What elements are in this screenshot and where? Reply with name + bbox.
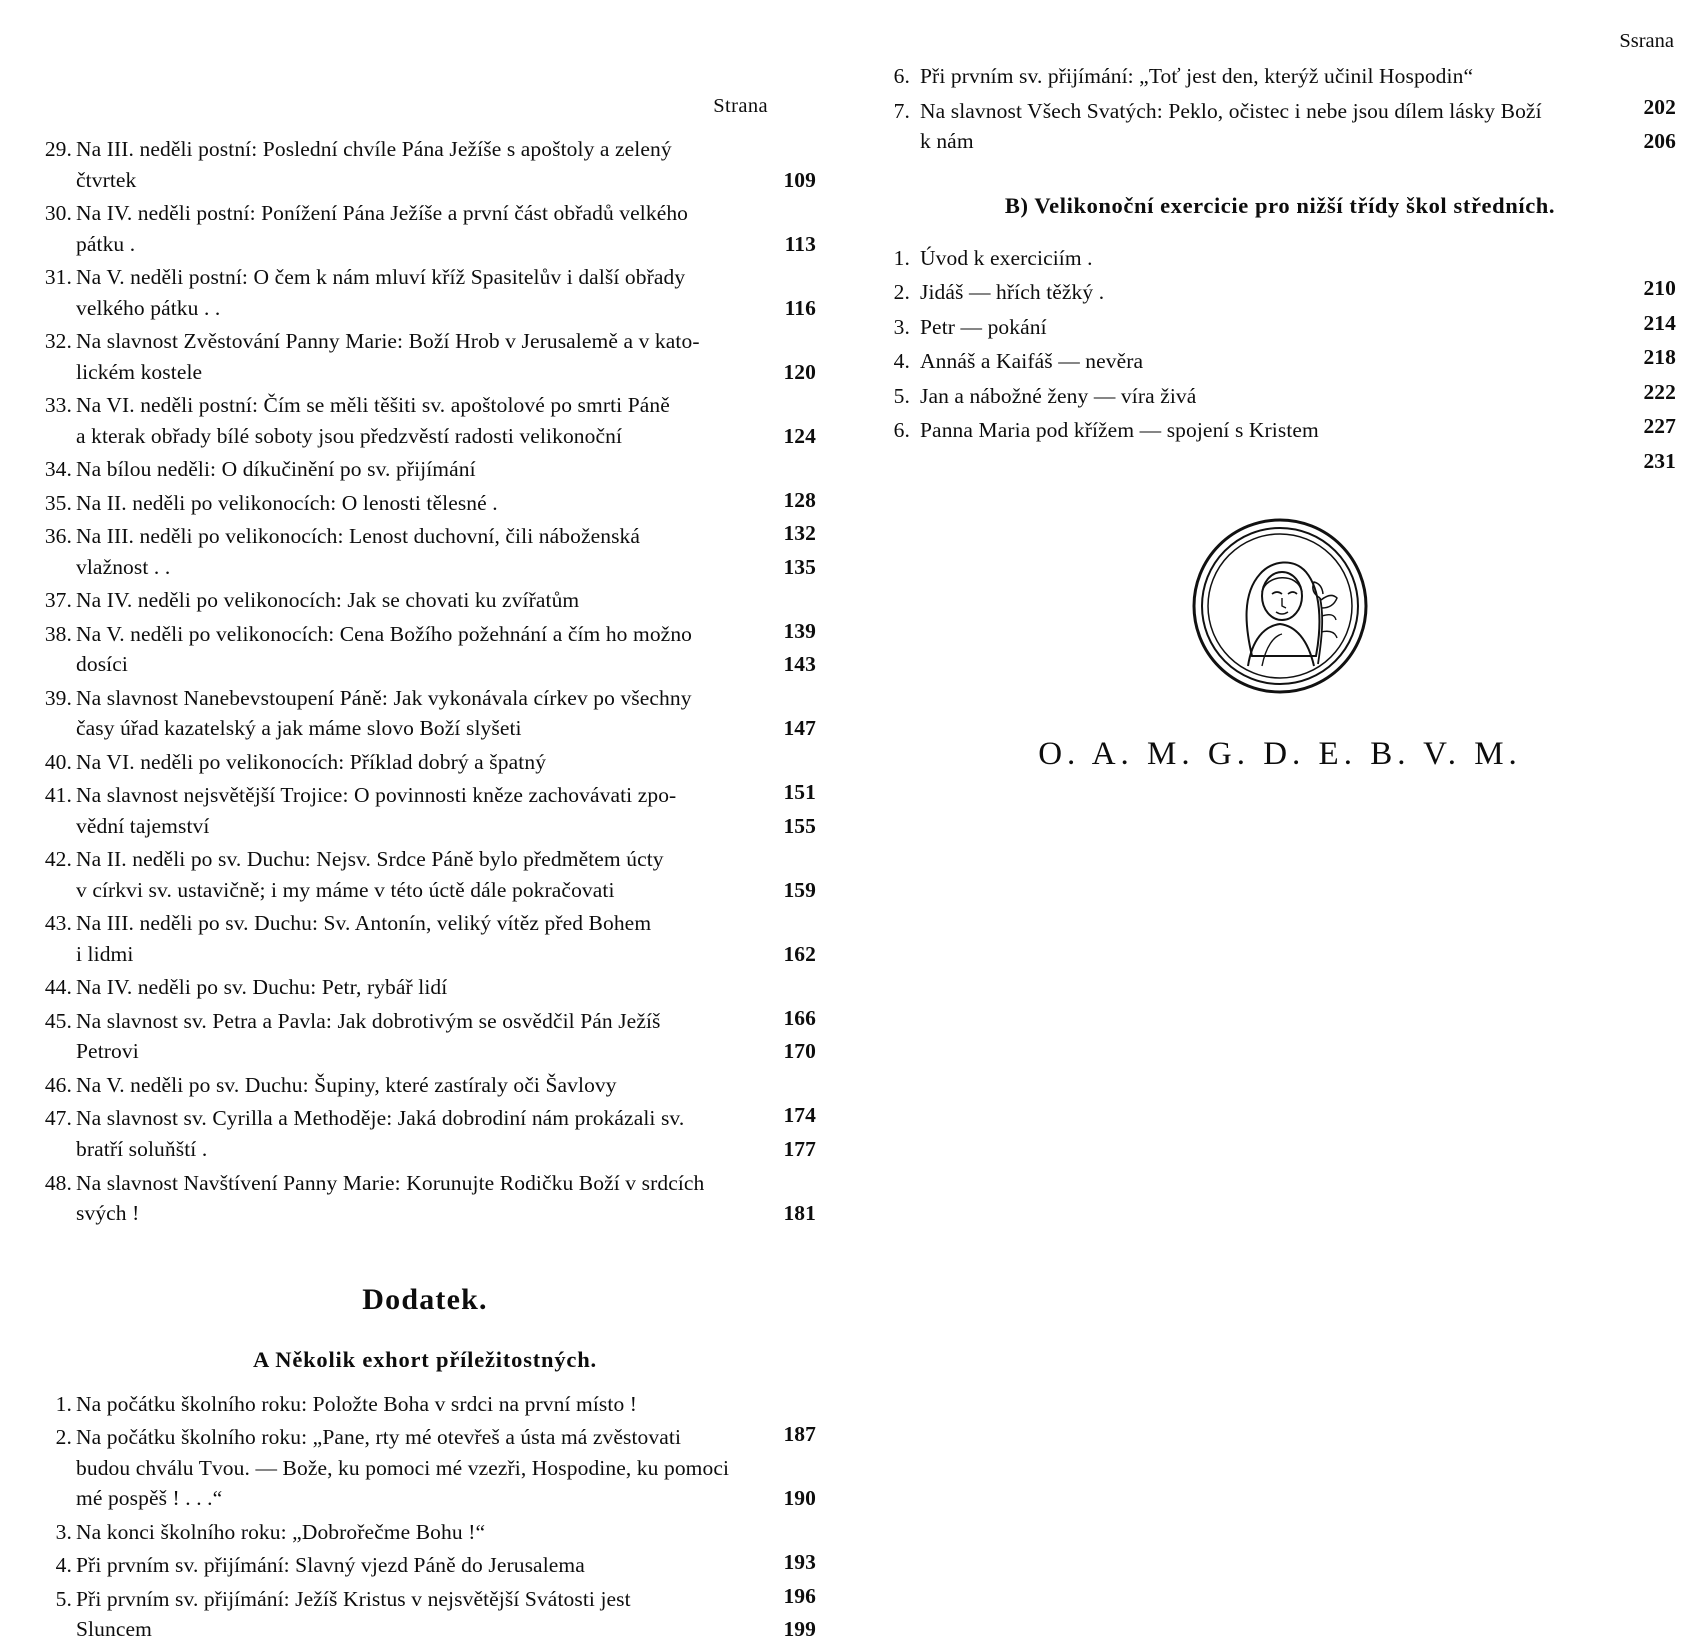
column-header-strana: Strana [713, 95, 768, 117]
entry-number: 5. [893, 383, 910, 408]
column-header-ssrana: Ssrana [1619, 30, 1674, 52]
entry-title: Jan a nábožné ženy — víra živá [920, 383, 1197, 408]
entry-page: 132 [783, 521, 816, 546]
entry-title-cont: i lidmi [76, 941, 134, 966]
list-item[interactable] [30, 326, 820, 387]
entry-page: 206 [1643, 129, 1676, 154]
entry-title: Na počátku školního roku: „Pane, rty mé otevřeš a ústa má zvěstovati [76, 1425, 682, 1450]
entry-number: 5. [55, 1586, 72, 1611]
entry-title: Na slavnost nejsvětější Trojice: O povinnosti kněze zachovávati zpo- [76, 783, 677, 808]
entry-number: 30. [44, 201, 72, 226]
entry-title-cont: vědní tajemství [76, 813, 210, 838]
entry-title: Petr — pokání [920, 314, 1047, 339]
entry-page: 210 [1643, 276, 1676, 301]
toc-list-right-exercicie [880, 243, 1680, 473]
entry-page: 193 [783, 1550, 816, 1575]
entry-page: 177 [783, 1136, 816, 1161]
entry-number: 4. [55, 1553, 72, 1578]
entry-number: 29. [44, 137, 72, 161]
entry-number: 2. [893, 280, 910, 305]
entry-title: Na VI. neděli postní: Čím se měli těšiti sv. apoštolové po smrti Páně [76, 393, 670, 418]
entry-number: 41. [44, 783, 72, 808]
entry-page: 159 [783, 877, 816, 902]
entry-number: 3. [893, 314, 910, 339]
list-item[interactable] [880, 96, 1680, 157]
entry-number: 39. [44, 685, 72, 710]
entry-number: 2. [55, 1425, 72, 1450]
list-item[interactable] [30, 1584, 820, 1645]
subsection-title-b: B) Velikonoční exercicie pro nižší třídy škol středních. [1004, 192, 1556, 218]
entry-title-cont: velkého pátku . . [76, 295, 221, 320]
toc-list-right-top [880, 61, 1680, 157]
list-item[interactable] [30, 844, 820, 905]
list-item[interactable] [30, 1006, 820, 1067]
entry-title-cont: bratří soluňští . [76, 1136, 208, 1161]
list-item[interactable] [30, 1168, 820, 1229]
entry-title: Panna Maria pod křížem — spojení s Kristem [920, 418, 1319, 443]
entry-number: 4. [893, 349, 910, 374]
entry-page: 162 [783, 941, 816, 966]
entry-page: 199 [783, 1617, 816, 1642]
entry-page: 124 [783, 423, 816, 448]
entry-page: 222 [1643, 379, 1676, 404]
entry-page: 151 [783, 780, 816, 805]
entry-page: 166 [783, 1005, 816, 1030]
entry-title: Na IV. neděli po velikonocích: Jak se chovati ku zvířatům [76, 588, 580, 613]
entry-title: Na II. neděli po sv. Duchu: Nejsv. Srdce Páně bylo předmětem úcty [76, 847, 664, 872]
entry-page: 155 [783, 813, 816, 838]
entry-page: 128 [783, 487, 816, 512]
left-column [30, 0, 820, 1648]
entry-number: 35. [44, 490, 72, 515]
entry-title: Na II. neděli po velikonocích: O lenosti tělesné . [76, 490, 498, 515]
entry-title-cont: vlažnost . . [76, 554, 171, 579]
entry-number: 47. [44, 1106, 72, 1131]
entry-page: 135 [783, 554, 816, 579]
entry-page: 190 [783, 1486, 816, 1511]
entry-number: 45. [44, 1008, 72, 1033]
entry-title: Na VI. neděli po velikonocích: Příklad dobrý a špatný [76, 749, 547, 774]
entry-number: 38. [44, 621, 72, 646]
entry-number: 42. [44, 847, 72, 872]
entry-page: 113 [784, 231, 816, 256]
entry-title-cont: časy úřad kazatelský a jak máme slovo Boží slyšeti [76, 716, 522, 741]
entry-page: 196 [783, 1583, 816, 1608]
list-item[interactable] [880, 415, 1680, 473]
emblem-container [880, 516, 1680, 696]
subsection-title-a: A Několik exhort příležitostných. [253, 1346, 597, 1372]
entry-title: Na V. neděli po sv. Duchu: Šupiny, které zastíraly oči Šavlovy [76, 1072, 617, 1097]
toc-list-main [30, 134, 820, 1229]
entry-number: 33. [44, 393, 72, 418]
entry-title-cont: dosíci [76, 652, 128, 677]
entry-number: 1. [55, 1391, 72, 1416]
entry-title: Na bílou neděli: O díkučinění po sv. přijímání [76, 457, 476, 482]
entry-page: 202 [1643, 94, 1676, 119]
entry-title-cont: Petrovi [76, 1039, 139, 1064]
entry-number: 31. [44, 265, 72, 290]
entry-title-cont: lickém kostele [76, 359, 203, 384]
list-item[interactable] [30, 390, 820, 451]
entry-page: 218 [1643, 345, 1676, 370]
entry-title: Na slavnost Všech Svatých: Peklo, očistec i nebe jsou dílem lásky Boží [920, 98, 1542, 123]
entry-number: 7. [893, 98, 910, 123]
entry-title: Na slavnost Nanebevstoupení Páně: Jak vykonávala církev po všechny [76, 685, 692, 710]
entry-title: Na počátku školního roku: Položte Boha v srdci na první místo ! [76, 1391, 638, 1416]
entry-number: 46. [44, 1072, 72, 1097]
entry-page: 187 [783, 1422, 816, 1447]
entry-page: 116 [784, 295, 816, 320]
entry-page: 139 [783, 618, 816, 643]
entry-title: Úvod k exerciciím . [920, 245, 1093, 270]
entry-number: 40. [44, 749, 72, 774]
entry-title: Na slavnost Zvěstování Panny Marie: Boží Hrob v Jerusalemě a v kato- [76, 329, 700, 354]
entry-number: 1. [893, 245, 910, 270]
entry-title: Na III. neděli po velikonocích: Lenost duchovní, čili náboženská [76, 524, 641, 549]
list-item[interactable] [30, 780, 820, 841]
entry-title: Na slavnost sv. Cyrilla a Methoděje: Jaká dobrodiní nám prokázali sv. [76, 1106, 685, 1131]
list-item[interactable] [30, 1103, 820, 1164]
entry-title: Na slavnost Navštívení Panny Marie: Korunujte Rodičku Boží v srdcích [76, 1170, 705, 1195]
entry-number: 36. [44, 524, 72, 549]
entry-title: Při prvním sv. přijímání: Slavný vjezd Páně do Jerusalema [76, 1553, 585, 1578]
entry-number: 34. [44, 457, 72, 482]
entry-title: Na IV. neděli postní: Ponížení Pána Ježíše a první část obřadů velkého [76, 201, 689, 226]
entry-title-cont: a kterak obřady bílé soboty jsou předzvěstí radosti velikonoční [76, 423, 623, 448]
list-item[interactable] [30, 134, 820, 195]
entry-number: 6. [893, 418, 910, 443]
entry-number: 32. [44, 329, 72, 354]
section-title-dodatek: Dodatek. [362, 1282, 488, 1316]
entry-title-cont: svých ! [76, 1201, 140, 1226]
entry-title-cont: Sluncem [76, 1617, 152, 1642]
entry-title: Na V. neděli postní: O čem k nám mluví kříž Spasitelův i další obřady [76, 265, 686, 290]
entry-page: 214 [1643, 310, 1676, 335]
list-item[interactable] [30, 619, 820, 680]
list-item[interactable] [30, 262, 820, 323]
entry-title-cont: budou chválu Tvou. — Bože, ku pomoci mé vzezři, Hospodine, ku pomoci mé pospěš ! . . .“ [76, 1455, 730, 1511]
entry-title: Annáš a Kaifáš — nevěra [920, 349, 1144, 374]
list-item[interactable] [30, 198, 820, 259]
entry-number: 44. [44, 975, 72, 1000]
entry-page: 147 [783, 716, 816, 741]
right-column [880, 0, 1680, 773]
entry-number: 3. [55, 1519, 72, 1544]
entry-page: 143 [783, 652, 816, 677]
entry-page: 109 [783, 167, 816, 192]
entry-page: 181 [783, 1201, 816, 1226]
entry-number: 48. [44, 1170, 72, 1195]
entry-title-cont: k nám [920, 129, 974, 154]
list-item[interactable] [30, 908, 820, 969]
entry-title: Při prvním sv. přijímání: „Toť jest den, kterýž učinil Hospodin“ [920, 64, 1474, 88]
entry-number: 37. [44, 588, 72, 613]
entry-page: 227 [1643, 414, 1676, 439]
entry-number: 6. [893, 64, 910, 88]
entry-title: Na IV. neděli po sv. Duchu: Petr, rybář lidí [76, 975, 448, 1000]
entry-page: 174 [783, 1103, 816, 1128]
list-item[interactable] [30, 683, 820, 744]
entry-title: Na III. neděli po sv. Duchu: Sv. Antonín, veliký vítěz před Bohem [76, 911, 652, 936]
entry-page: 170 [783, 1039, 816, 1064]
toc-list-appendix [30, 1389, 820, 1645]
entry-title: Na V. neděli po velikonocích: Cena Božího požehnání a čím ho možno [76, 621, 693, 646]
entry-title: Na III. neděli postní: Poslední chvíle Pána Ježíše s apoštoly a zelený [76, 137, 672, 161]
entry-title-cont: čtvrtek [76, 167, 137, 192]
entry-title: Jidáš — hřích těžký . [920, 280, 1105, 305]
virgin-mary-medallion-icon [1190, 516, 1370, 696]
entry-number: 43. [44, 911, 72, 936]
entry-title: Na konci školního roku: „Dobrořečme Bohu !“ [76, 1519, 486, 1544]
entry-title-cont: v církvi sv. ustavičně; i my máme v této úctě dále pokračovati [76, 877, 615, 902]
entry-title: Při prvním sv. přijímání: Ježíš Kristus v nejsvětější Svátosti jest [76, 1586, 631, 1611]
entry-page: 231 [1643, 448, 1676, 473]
entry-title-cont: pátku . [76, 231, 136, 256]
entry-title: Na slavnost sv. Petra a Pavla: Jak dobrotivým se osvědčil Pán Ježíš [76, 1008, 661, 1033]
entry-page: 120 [783, 359, 816, 384]
list-item[interactable] [30, 521, 820, 582]
motto-text: O. A. M. G. D. E. B. V. M. [1038, 735, 1522, 772]
